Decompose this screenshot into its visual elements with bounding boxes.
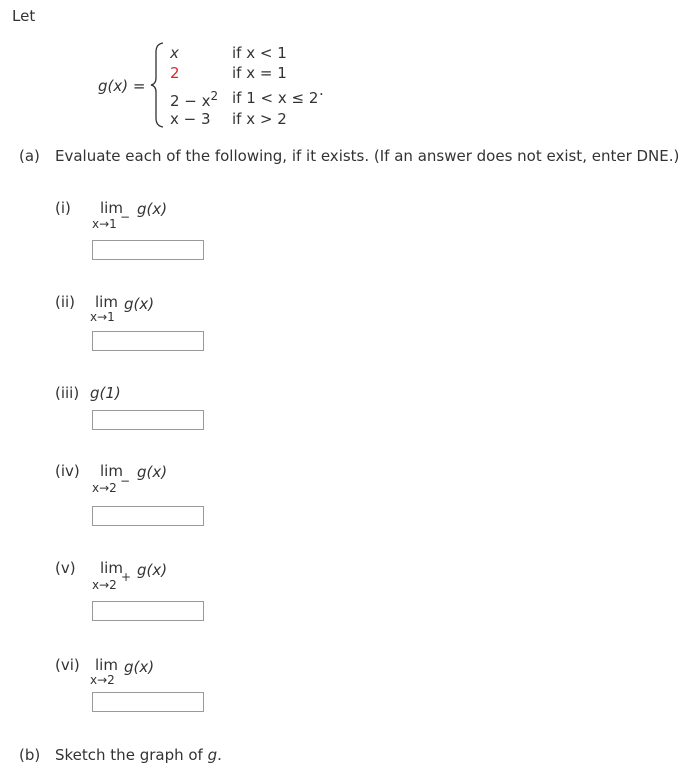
question-vi-lim: lim <box>95 656 118 674</box>
question-v-subscript: x→2 <box>92 578 117 592</box>
question-v-lim: lim <box>100 559 123 577</box>
question-iv-superscript: − <box>120 474 131 488</box>
question-iv-number: (iv) <box>55 462 80 480</box>
question-ii-function: g(x) <box>124 295 155 313</box>
part-b-label: (b) <box>19 746 41 764</box>
function-lhs: g(x) = <box>98 77 146 95</box>
question-i-function: g(x) <box>137 200 168 218</box>
question-i-lim: lim <box>100 199 123 217</box>
question-i-subscript: x→1 <box>92 217 117 231</box>
left-brace-icon <box>150 42 166 128</box>
case-1-expr: x <box>170 44 179 62</box>
question-i-superscript: − <box>120 210 131 224</box>
part-b-text: Sketch the graph of <box>55 746 203 764</box>
question-vi-number: (vi) <box>55 656 80 674</box>
question-vi-function: g(x) <box>124 658 155 676</box>
case-3-expr-base: 2 − x <box>170 92 211 110</box>
part-b-var: g <box>207 746 218 764</box>
question-vi-subscript: x→2 <box>90 673 115 687</box>
case-4-expr: x − 3 <box>170 110 211 128</box>
answer-input-i[interactable] <box>92 240 204 260</box>
answer-input-ii[interactable] <box>92 331 204 351</box>
case-1-cond: if x < 1 <box>232 44 287 62</box>
case-4-cond: if x > 2 <box>232 110 287 128</box>
question-iv-subscript: x→2 <box>92 481 117 495</box>
answer-input-iv[interactable] <box>92 506 204 526</box>
question-v-function: g(x) <box>137 561 168 579</box>
question-iv-lim: lim <box>100 462 123 480</box>
case-2-expr: 2 <box>170 64 180 82</box>
question-ii-lim: lim <box>95 293 118 311</box>
question-i-number: (i) <box>55 199 71 217</box>
question-iv-function: g(x) <box>137 463 168 481</box>
part-a-instruction: Evaluate each of the following, if it exists. (If an answer does not exist, enter DNE.) <box>55 147 680 165</box>
part-a-label: (a) <box>19 147 40 165</box>
intro-text: Let <box>12 7 36 25</box>
part-b-instruction <box>55 746 222 764</box>
case-2-cond: if x = 1 <box>232 64 287 82</box>
question-ii-subscript: x→1 <box>90 310 115 324</box>
answer-input-v[interactable] <box>92 601 204 621</box>
answer-input-vi[interactable] <box>92 692 204 712</box>
question-ii-number: (ii) <box>55 293 76 311</box>
question-iii-number: (iii) <box>55 384 80 402</box>
part-b-end: . <box>217 746 222 764</box>
case-3-expr <box>170 89 218 110</box>
answer-input-iii[interactable] <box>92 410 204 430</box>
question-v-number: (v) <box>55 559 76 577</box>
question-v-superscript: + <box>121 570 132 584</box>
question-iii-expression: g(1) <box>90 384 121 402</box>
case-3-exponent: 2 <box>210 89 219 103</box>
function-trailing-period: . <box>319 81 324 99</box>
case-3-cond: if 1 < x ≤ 2 <box>232 89 319 107</box>
